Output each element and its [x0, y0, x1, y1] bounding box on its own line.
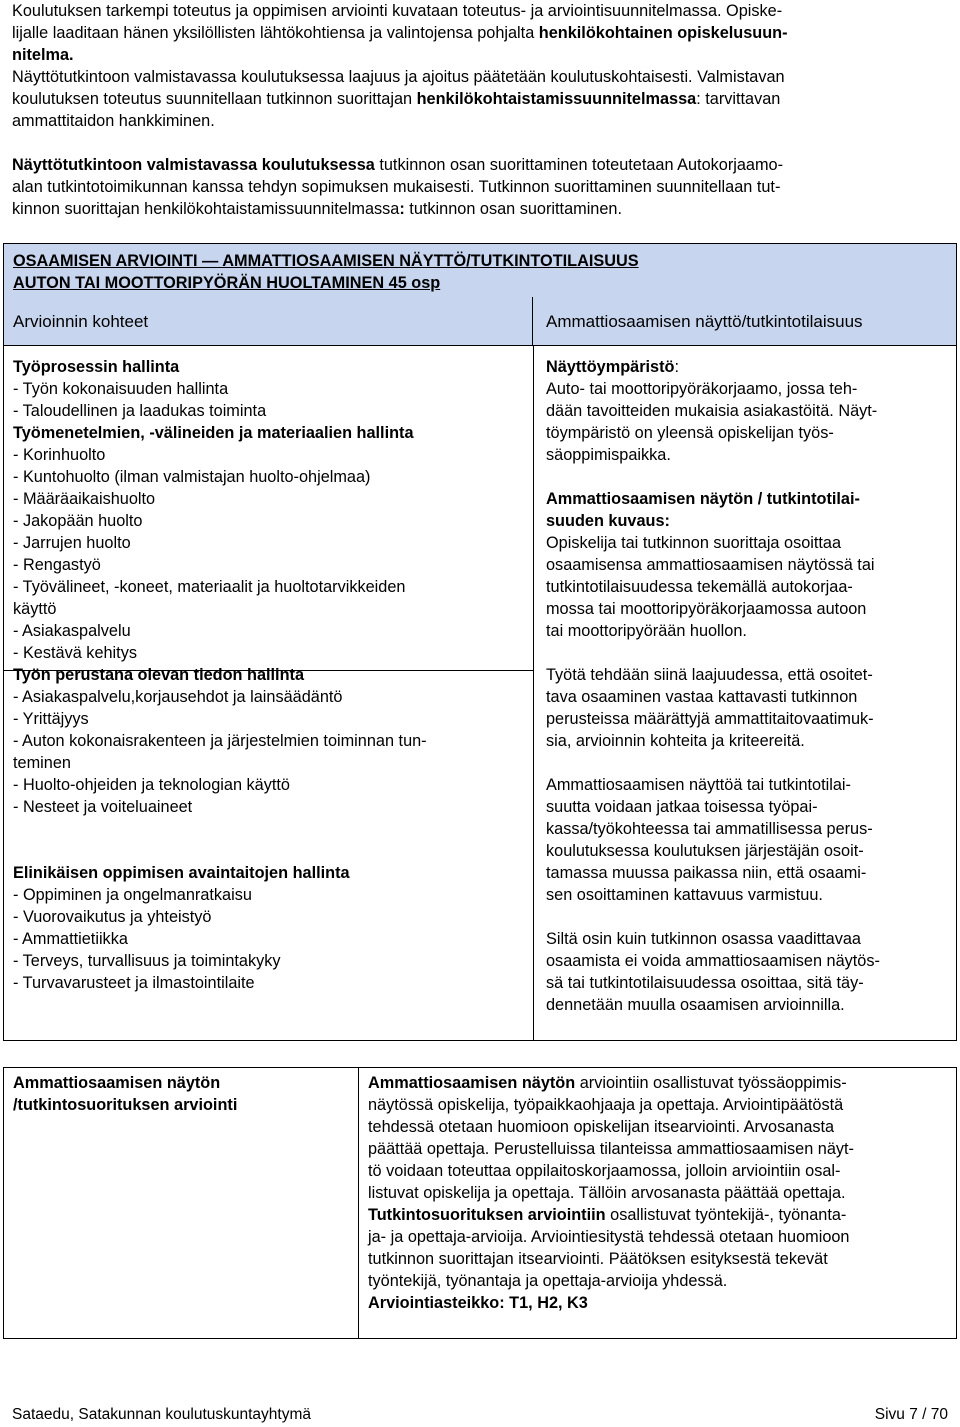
list-item: - Työvälineet, -koneet, materiaalit ja huoltotarvikkeiden	[13, 578, 406, 596]
text-run: tava osaaminen vastaa kattavasti tutkinnon	[546, 688, 858, 706]
text-run: Siltä osin kuin tutkinnon osassa vaadittavaa	[546, 930, 861, 948]
continuation-paragraph	[546, 774, 946, 906]
text-run: mossa tai moottoripyöräkorjaamossa autoon	[546, 600, 867, 618]
description-heading: suuden kuvaus:	[546, 512, 670, 530]
grading-scale: Arviointiasteikko: T1, H2, K3	[368, 1294, 588, 1312]
table-title-line-2: AUTON TAI MOOTTORIPYÖRÄN HUOLTAMINEN 45 osp	[13, 274, 441, 292]
group-heading: Elinikäisen oppimisen avaintaitojen hallinta	[13, 864, 350, 882]
text-run: Auto- tai moottoripyöräkorjaamo, jossa teh-	[546, 380, 858, 398]
text-run: töympäristö on yleensä opiskelijan työs-	[546, 424, 834, 442]
column-header-right	[533, 297, 956, 346]
text-run: dään tavoitteiden mukaisia asiakastöitä. Näyt-	[546, 402, 878, 420]
demonstration-description	[546, 356, 946, 1016]
intro-paragraph-1	[12, 0, 952, 66]
text-run: sä tai tutkintotilaisuudessa osoittaa, sitä täy-	[546, 974, 864, 992]
text-run: Ammattiosaamisen näyttöä tai tutkintotilai-	[546, 776, 851, 794]
text-run: koulutuksessa koulutuksen järjestäjän osoit-	[546, 842, 864, 860]
description-heading: Ammattiosaamisen näytön / tutkintotilai-	[546, 490, 860, 508]
list-item: - Oppiminen ja ongelmanratkaisu	[13, 886, 252, 904]
text-run: tai moottoripyörään huollon.	[546, 622, 747, 640]
text-run-bold: henkilökohtaistamissuunnitelmassa	[416, 90, 697, 108]
intro-paragraph-3	[12, 154, 952, 220]
text-run: lijalle laaditaan hänen yksilöllisten lähtökohtiensa ja valintojensa pohjalta	[12, 24, 539, 42]
list-item: - Asiakaspalvelu	[13, 622, 131, 640]
text-run-bold: /tutkintosuorituksen arviointi	[13, 1096, 238, 1114]
scope-paragraph	[546, 664, 946, 752]
text-run: sia, arvioinnin kohteita ja kriteereitä.	[546, 732, 805, 750]
table-title	[4, 244, 956, 298]
text-run: : tarvittavan	[696, 90, 781, 108]
text-run-bold: Tutkintosuorituksen arviointiin	[368, 1206, 606, 1224]
assessment-table	[3, 243, 957, 1041]
group-heading: Työmenetelmien, -välineiden ja materiaalien hallinta	[13, 424, 414, 442]
column-header-left	[4, 297, 533, 346]
text-run: kassa/työkohteessa tai ammatillisessa perus-	[546, 820, 873, 838]
text-run: tutkinnon osan suorittaminen.	[404, 200, 622, 218]
column-header-label: Ammattiosaamisen näyttö/tutkintotilaisuus	[546, 312, 863, 331]
list-item: - Jakopään huolto	[13, 512, 143, 530]
list-item: - Työn kokonaisuuden hallinta	[13, 380, 229, 398]
text-run: ammattitaidon hankkiminen.	[12, 112, 215, 130]
intro-text	[12, 0, 952, 220]
text-run: tehdessä otetaan huomioon opiskelijan itsearviointi. Arvosanasta	[368, 1118, 835, 1136]
list-item: - Jarrujen huolto	[13, 534, 131, 552]
text-run-bold: :	[399, 200, 405, 218]
list-item: käyttö	[13, 600, 57, 618]
list-item: - Auton kokonaisrakenteen ja järjestelmien toiminnan tun-	[13, 732, 427, 750]
text-run: kinnon suorittajan henkilökohtaistamissuunnitelmassa	[12, 200, 400, 218]
column-divider	[358, 1068, 359, 1338]
list-item: - Huolto-ohjeiden ja teknologian käyttö	[13, 776, 290, 794]
evaluation-table	[3, 1067, 957, 1339]
list-item: - Nesteet ja voiteluaineet	[13, 798, 193, 816]
intro-paragraph-2	[12, 66, 952, 132]
group-heading: Työn perustana olevan tiedon hallinta	[13, 666, 304, 684]
text-run: dennetään muulla osaamisen arvioinnilla.	[546, 996, 845, 1014]
text-run: :	[674, 358, 680, 376]
list-item: - Rengastyö	[13, 556, 101, 574]
list-item: - Terveys, turvallisuus ja toimintakyky	[13, 952, 281, 970]
environment-block	[546, 356, 946, 466]
text-run: osallistuvat työntekijä-, työnanta-	[605, 1206, 847, 1224]
evaluation-label	[13, 1072, 353, 1116]
text-run: koulutuksen toteutus suunnitellaan tutkinnon suorittajan	[12, 90, 417, 108]
text-run: tutkinnon suorittajan itsearviointi. Päätöksen esityksestä tekevät	[368, 1250, 828, 1268]
text-run: näytössä opiskelija, työpaikkaohjaaja ja opettaja. Arviointipäätöstä	[368, 1096, 844, 1114]
list-item: - Asiakaspalvelu,korjausehdot ja lainsäädäntö	[13, 688, 343, 706]
list-item: - Määräaikaishuolto	[13, 490, 156, 508]
list-item: - Kuntohuolto (ilman valmistajan huolto-ohjelmaa)	[13, 468, 371, 486]
text-run: työntekijä, työnantaja ja opettaja-arvioija yhdessä.	[368, 1272, 728, 1290]
footer-organization: Sataedu, Satakunnan koulutuskuntayhtymä	[12, 1406, 312, 1423]
environment-heading: Näyttöympäristö	[546, 358, 675, 376]
text-run: arviointiin osallistuvat työssäoppimis-	[575, 1074, 847, 1092]
evaluation-text	[368, 1072, 948, 1314]
text-run: suutta voidaan jatkaa toisessa työpai-	[546, 798, 818, 816]
description-block	[546, 488, 946, 642]
text-run: Työtä tehdään siinä laajuudessa, että osoitet-	[546, 666, 873, 684]
text-run: osaamisensa ammattiosaamisen näytössä tai	[546, 556, 875, 574]
page-number: Sivu 7 / 70	[874, 1406, 948, 1423]
text-run: perusteissa määrättyjä ammattitaitovaatimuk-	[546, 710, 874, 728]
group-heading: Työprosessin hallinta	[13, 358, 180, 376]
text-run: tö voidaan toteuttaa oppilaitoskorjaamossa, jolloin arviointiin osal-	[368, 1162, 841, 1180]
list-item: - Vuorovaikutus ja yhteistyö	[13, 908, 212, 926]
list-item: - Yrittäjyys	[13, 710, 89, 728]
text-run-bold: Ammattiosaamisen näytön	[13, 1074, 221, 1092]
text-run: osaamista ei voida ammattiosaamisen näytös-	[546, 952, 880, 970]
text-run: sen osoittaminen kattavuus varmistuu.	[546, 886, 823, 904]
text-run: päättää opettaja. Perustelluissa tilanteissa ammattiosaamisen näyt-	[368, 1140, 854, 1158]
supplement-paragraph	[546, 928, 946, 1016]
column-header-label: Arvioinnin kohteet	[13, 312, 149, 331]
list-item: - Kestävä kehitys	[13, 644, 137, 662]
list-item: - Taloudellinen ja laadukas toiminta	[13, 402, 267, 420]
text-run: Näyttötutkintoon valmistavassa koulutuksessa laajuus ja ajoitus päätetään koulutuskohtaisesti. Valmistavan	[12, 68, 785, 86]
text-run: tutkinnon osan suorittaminen toteutetaan Autokorjaamo-	[374, 156, 784, 174]
text-run-bold: Ammattiosaamisen näytön	[368, 1074, 576, 1092]
text-run: tutkintotilaisuudessa tekemällä autokorjaa-	[546, 578, 853, 596]
text-run: ja- ja opettaja-arvioija. Arviointiesitystä tehdessä otetaan huomioon	[368, 1228, 850, 1246]
text-run-bold: nitelma.	[12, 46, 74, 64]
list-item: - Korinhuolto	[13, 446, 106, 464]
list-item: teminen	[13, 754, 71, 772]
text-run: Opiskelija tai tutkinnon suorittaja osoittaa	[546, 534, 842, 552]
column-divider	[533, 346, 534, 1040]
text-run: tamassa muussa paikassa niin, että osaami-	[546, 864, 867, 882]
list-item: - Ammattietiikka	[13, 930, 128, 948]
list-item: - Turvavarusteet ja ilmastointilaite	[13, 974, 255, 992]
text-run: alan tutkintotoimikunnan kanssa tehdyn sopimuksen mukaisesti. Tutkinnon suorittaminen suunnitellaan tut-	[12, 178, 781, 196]
assessment-targets	[13, 356, 533, 994]
text-run-bold: henkilökohtainen opiskelusuun-	[538, 24, 788, 42]
table-title-line-1: OSAAMISEN ARVIOINTI — AMMATTIOSAAMISEN NÄYTTÖ/TUTKINTOTILAISUUS	[13, 252, 639, 270]
text-run: listuvat opiskelija ja opettaja. Tällöin arvosanasta päättää opettaja.	[368, 1184, 846, 1202]
text-run: säoppimispaikka.	[546, 446, 671, 464]
text-run-bold: Näyttötutkintoon valmistavassa koulutuksessa	[12, 156, 375, 174]
text-run: Koulutuksen tarkempi toteutus ja oppimisen arviointi kuvataan toteutus- ja arviointisuunnitelmassa. Opiske-	[12, 2, 783, 20]
